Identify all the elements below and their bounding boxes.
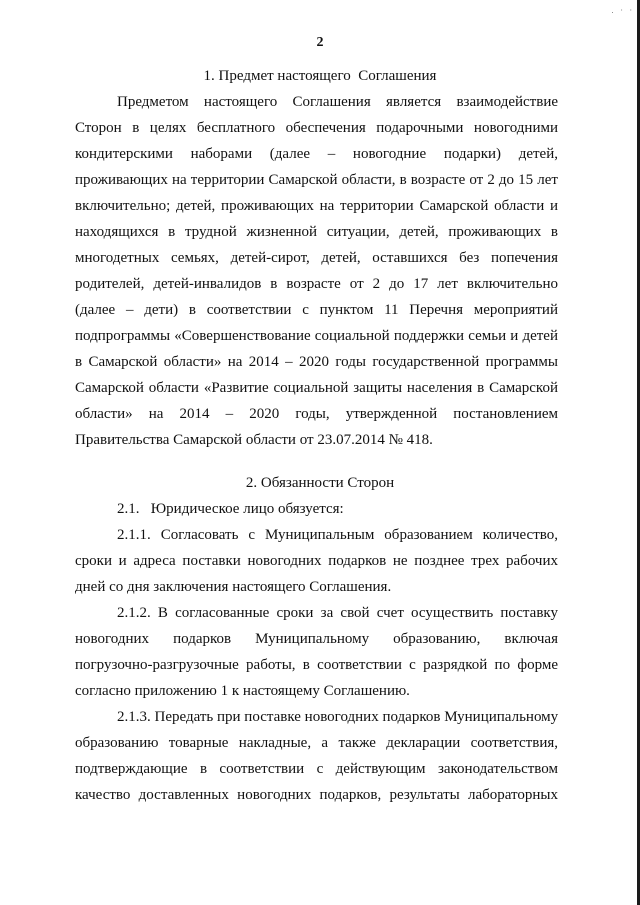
paragraph-line: новогодних подарков Муниципальному образованию, включая xyxy=(75,631,558,647)
paragraph-line: области» на 2014 – 2020 годы, утвержденной постановлением xyxy=(75,406,558,422)
paragraph-line: Правительства Самарской области от 23.07.2014 № 418. xyxy=(75,432,433,448)
scan-edge-marks: . · · xyxy=(611,6,634,15)
paragraph-line: сроки и адреса поставки новогодних подарков не позднее трех рабочих xyxy=(75,553,558,569)
page-number: 2 xyxy=(316,35,324,50)
clause-2-1: 2.1. Юридическое лицо обязуется: xyxy=(117,501,344,517)
paragraph-line: родителей, детей-инвалидов в возрасте от 2 до 17 лет включительно xyxy=(75,276,558,292)
clause-2-1-2: 2.1.2. В согласованные сроки за свой счет осуществить поставку xyxy=(117,605,558,621)
paragraph-line: проживающих на территории Самарской области, в возрасте от 2 до 15 лет xyxy=(75,172,558,188)
paragraph-line: дней со дня заключения настоящего Соглашения. xyxy=(75,579,392,595)
paragraph-line: Самарской области «Развитие социальной защиты населения в Самарской xyxy=(75,380,558,396)
paragraph-line: (далее – дети) в соответствии с пунктом 11 Перечня мероприятий xyxy=(75,302,558,318)
paragraph-line: кондитерскими наборами (далее – новогодние подарки) детей, xyxy=(75,146,558,162)
paragraph-line: погрузочно-разгрузочные работы, в соответствии с разрядкой по форме xyxy=(75,657,558,673)
paragraph-line: образованию товарные накладные, а также декларации соответствия, xyxy=(75,735,558,751)
paragraph-line: в Самарской области» на 2014 – 2020 годы государственной программы xyxy=(75,354,558,370)
paragraph-line: качество доставленных новогодних подарков, результаты лабораторных xyxy=(75,787,558,803)
clause-2-1-1: 2.1.1. Согласовать с Муниципальным образованием количество, xyxy=(117,527,558,543)
paragraph-line: подпрограммы «Совершенствование социальной поддержки семьи и детей xyxy=(75,328,558,344)
section-1-heading: 1. Предмет настоящего Соглашения xyxy=(203,68,437,84)
paragraph-line: включительно; детей, проживающих на территории Самарской области и xyxy=(75,198,558,214)
paragraph-line: согласно приложению 1 к настоящему Соглашению. xyxy=(75,683,410,699)
paragraph-line: находящихся в трудной жизненной ситуации, детей, проживающих в xyxy=(75,224,558,240)
paragraph-line: многодетных семьях, детей-сирот, детей, оставшихся без попечения xyxy=(75,250,558,266)
clause-2-1-3: 2.1.3. Передать при поставке новогодних подарков Муниципальному xyxy=(117,709,559,725)
paragraph-line: подтверждающие в соответствии с действующим законодательством xyxy=(75,761,558,777)
section-2-heading: 2. Обязанности Сторон xyxy=(245,475,395,491)
paragraph-line: Сторон в целях бесплатного обеспечения подарочными новогодними xyxy=(75,120,558,136)
paragraph-line: Предметом настоящего Соглашения является взаимодействие xyxy=(117,94,558,110)
